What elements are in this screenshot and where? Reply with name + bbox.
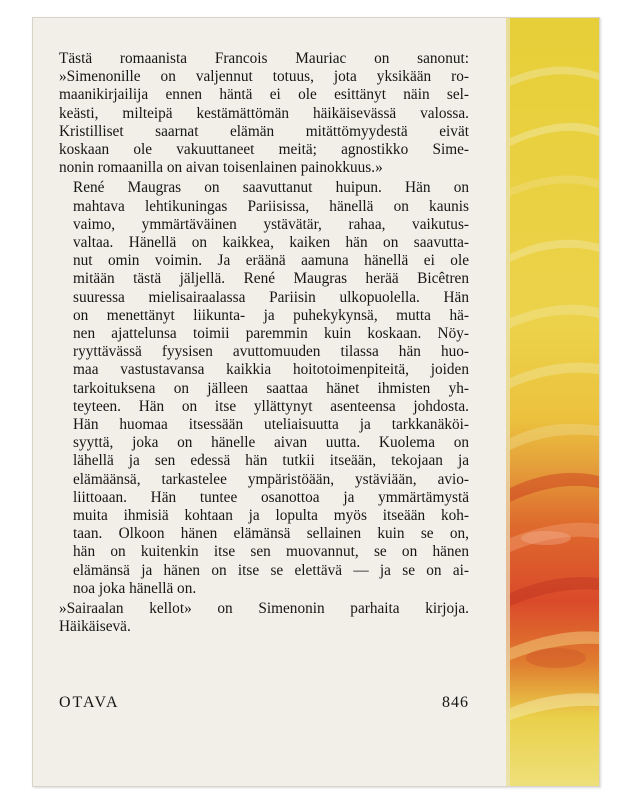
blurb-line: vaimo, ymmärtäväinen ystävätär, rahaa, vaikutus-	[73, 215, 469, 233]
blurb-line: nonin romaanilla on aivan toisenlainen painokkuus.»	[59, 159, 383, 177]
painted-color-strip	[506, 18, 599, 786]
blurb-paragraph	[59, 179, 469, 598]
blurb-line: mitään tästä jäljellä. René Maugras herää Bicêtren	[73, 270, 469, 288]
blurb-line: mahtava lehtikuningas Pariisissa, hänellä on kaunis	[73, 197, 469, 215]
blurb-line: valtaa. Hänellä on kaikkea, kaiken hän on saavutta-	[73, 234, 469, 252]
blurb-line: koskaan ole vakuuttaneet meitä; agnostikko Sime-	[59, 141, 469, 159]
blurb-line: Häikäisevä.	[59, 618, 131, 636]
blurb-paragraph	[59, 50, 469, 177]
blurb-line: René Maugras on saavuttanut huipun. Hän on	[73, 179, 469, 197]
blurb-text	[59, 50, 469, 639]
blurb-line: suuressa mielisairaalassa Pariisin ulkopuolella. Hän	[73, 288, 469, 306]
blurb-line: Kristilliset saarnat elämän mitättömyydestä eivät	[59, 122, 469, 140]
blurb-line: Tästä romaanista Francois Mauriac on sanonut:	[59, 50, 469, 67]
blurb-line: elämäänsä, tarkastelee ympäristöään, ystäviään, avio-	[73, 470, 469, 488]
blurb-line: noa joka hänellä on.	[73, 579, 197, 597]
blurb-line: »Simenonille on valjennut totuus, jota yksikään ro-	[59, 68, 469, 86]
book-number: 846	[442, 694, 469, 711]
blurb-paragraph	[59, 600, 469, 636]
blurb-line: muita ihmisiä kohtaan ja lopulta myös itseään koh-	[73, 507, 469, 525]
blurb-line: maanikirjailija ennen häntä ei ole esittänyt näin sel-	[59, 86, 469, 104]
blurb-line: hän on kuitenkin itse sen muovannut, se on hänen	[73, 543, 469, 561]
blurb-line: syyttä, joka on hänelle aivan uutta. Kuolema on	[73, 434, 469, 452]
blurb-line: »Sairaalan kellot» on Simenonin parhaita kirjoja.	[59, 600, 469, 618]
publisher-name: OTAVA	[59, 694, 120, 711]
blurb-line: lähellä ja sen edessä hän tutkii itseään, tekojaan ja	[73, 452, 469, 470]
blurb-line: taan. Olkoon hänen elämänsä sellainen kuin se on,	[73, 525, 469, 543]
blurb-line: on menettänyt liikunta- ja puhekykynsä, mutta hä-	[73, 306, 469, 324]
blurb-line: maa vastustavansa kaikkia hoitotoimenpiteitä, joiden	[73, 361, 469, 379]
blurb-line: nen ajattelunsa toimii paremmin kuin koskaan. Nöy-	[73, 325, 469, 343]
blurb-line: nut omin voimin. Ja eräänä aamuna hänellä ei ole	[73, 252, 469, 270]
blurb-line: tarkoituksena on jälleen saattaa hänet ihmisten yh-	[73, 379, 469, 397]
blurb-line: elämänsä ja hänen on itse se elettävä — ja se on ai-	[73, 561, 469, 579]
blurb-line: Hän huomaa itsessään uteliaisuutta ja tarkkanäköi-	[73, 416, 469, 434]
blurb-line: keästi, milteipä kestämättömän häikäisevässä valossa.	[59, 104, 469, 122]
blurb-line: liittoaan. Hän tuntee osanottoa ja ymmärtämystä	[73, 488, 469, 506]
blurb-line: ryyttävässä fyysisen avuttomuuden tilassa hän huo-	[73, 343, 469, 361]
blurb-line: teyteen. Hän on itse yllättynyt asenteensa johdosta.	[73, 397, 469, 415]
book-back-cover	[32, 17, 600, 787]
